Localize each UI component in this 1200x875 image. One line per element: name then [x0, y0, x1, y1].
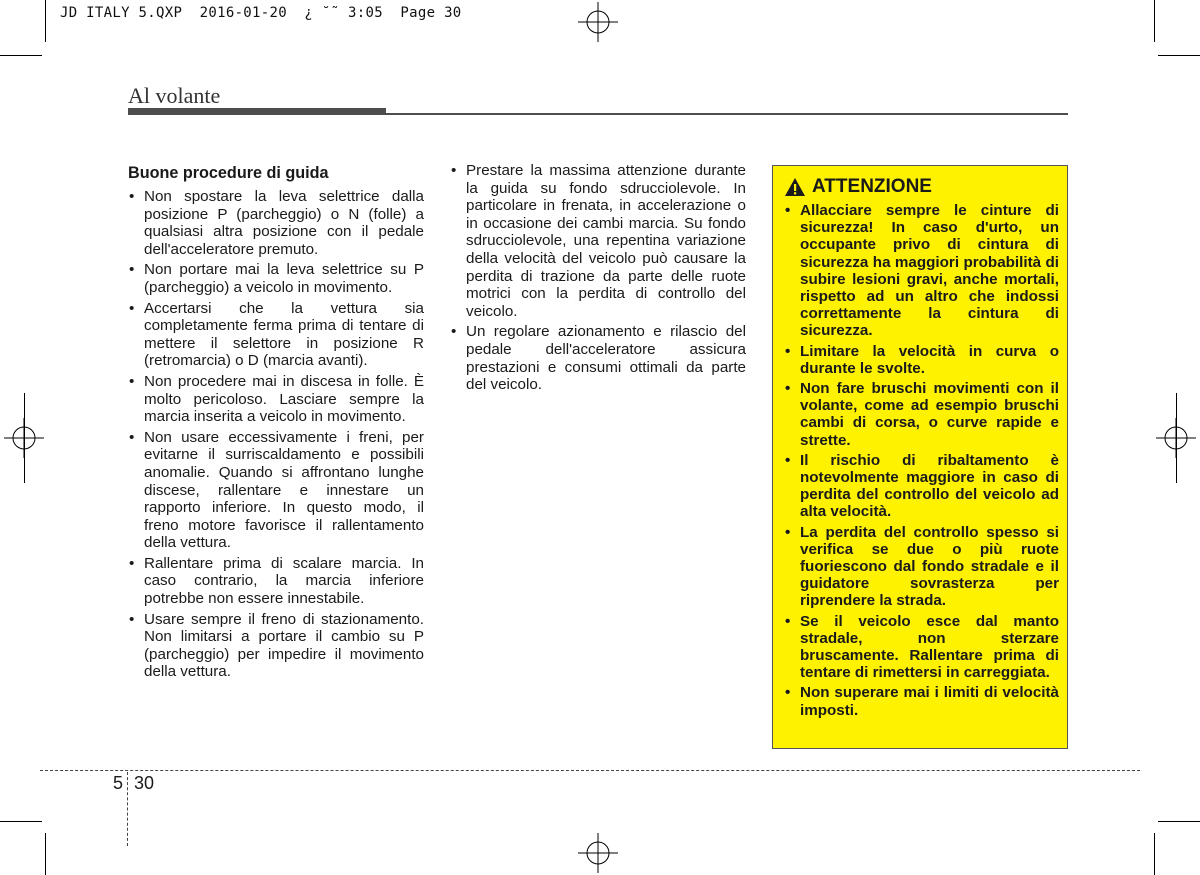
title-rule [386, 113, 1068, 115]
list-item: • Non spostare la leva selettrice dalla posizione P (parcheggio) o N (folle) a qualsiasi altra posizione con il pedale dell'acceleratore premuto. [128, 188, 424, 258]
crop-mark [45, 833, 46, 875]
middle-column [450, 162, 746, 397]
warning-list [784, 202, 1059, 722]
warning-title: ATTENZIONE [812, 176, 932, 197]
page-number-value: 30 [134, 773, 155, 793]
crop-mark [1154, 833, 1155, 875]
list-item: • Un regolare azionamento e rilascio del pedale dell'acceleratore assicura prestazioni e consumi ottimali da parte del veicolo. [450, 323, 746, 393]
crop-mark [0, 821, 42, 822]
crop-mark [1158, 821, 1200, 822]
list-item: • Non usare eccessivamente i freni, per evitarne il surriscaldamento e possibili anomalie. Quando si affrontano lunghe discese, rallentare e innestare un rapporto inferiore. In questo modo, il freno motore favorisce il rallentamento della vettura. [128, 429, 424, 552]
warning-item: • Se il veicolo esce dal manto stradale, non sterzare bruscamente. Rallentare prima di tentare di rimettersi in carreggiata. [784, 613, 1059, 682]
printer-slug: JD ITALY 5.QXP 2016-01-20 ¿ ˘˜ 3:05 Page 30 [60, 5, 462, 21]
procedures-heading: Buone procedure di guida [128, 164, 329, 182]
warning-triangle-icon [784, 177, 806, 197]
list-item: • Accertarsi che la vettura sia completamente ferma prima di tentare di mettere il selettore in posizione R (retromarcia) o D (marcia avanti). [128, 300, 424, 370]
warning-item: • Limitare la velocità in curva o durante le svolte. [784, 343, 1059, 377]
procedures-list [128, 188, 424, 681]
warning-item: • Allacciare sempre le cinture di sicurezza! In caso d'urto, un occupante privo di cintura di sicurezza ha maggiori probabilità di subire lesioni gravi, anche mortali, rispetto ad un altro che indossi correttamente la cintura di sicurezza. [784, 202, 1059, 340]
footer-rule [40, 770, 1140, 771]
page-number [113, 773, 154, 794]
registration-guide [24, 393, 25, 483]
warning-item: • Non superare mai i limiti di velocità imposti. [784, 684, 1059, 718]
list-item: • Usare sempre il freno di stazionamento. Non limitarsi a portare il cambio su P (parcheggio) per impedire il movimento della vettura. [128, 611, 424, 681]
list-item: • Rallentare prima di scalare marcia. In caso contrario, la marcia inferiore potrebbe non essere innestabile. [128, 555, 424, 608]
registration-mark-icon [578, 2, 618, 42]
crop-mark [1158, 55, 1200, 56]
left-column [128, 163, 424, 684]
crop-mark [0, 55, 42, 56]
chapter-number: 5 [113, 773, 124, 793]
crop-mark [45, 0, 46, 42]
crop-mark [1154, 0, 1155, 42]
warning-item: • Non fare bruschi movimenti con il volante, come ad esempio bruschi cambi di corsa, o curve rapide e strette. [784, 380, 1059, 449]
section-title: Al volante [128, 83, 221, 108]
title-bar [128, 108, 386, 115]
warning-item: • Il rischio di ribaltamento è notevolmente maggiore in caso di perdita del controllo del veicolo ad alta velocità. [784, 452, 1059, 521]
list-item: • Non procedere mai in discesa in folle. È molto pericoloso. Lasciare sempre la marcia inserita a veicolo in movimento. [128, 373, 424, 426]
guidance-list [450, 162, 746, 394]
warning-box [772, 165, 1068, 749]
registration-guide [1176, 393, 1177, 483]
registration-mark-icon [578, 833, 618, 873]
list-item: • Non portare mai la leva selettrice su P (parcheggio) a veicolo in movimento. [128, 261, 424, 296]
warning-header [784, 176, 932, 198]
list-item: • Prestare la massima attenzione durante la guida su fondo sdrucciolevole. In particolare in frenata, in accelerazione o in occasione dei cambi marcia. Su fondo sdrucciolevole, una repentina variazione della velocità del veicolo può causare la perdita di trazione da parte delle ruote motrici con la perdita di controllo del veicolo. [450, 162, 746, 320]
warning-item: • La perdita del controllo spesso si verifica se due o più ruote fuoriescono dal fondo stradale e il guidatore sovrasterza per riprendere la strada. [784, 524, 1059, 610]
